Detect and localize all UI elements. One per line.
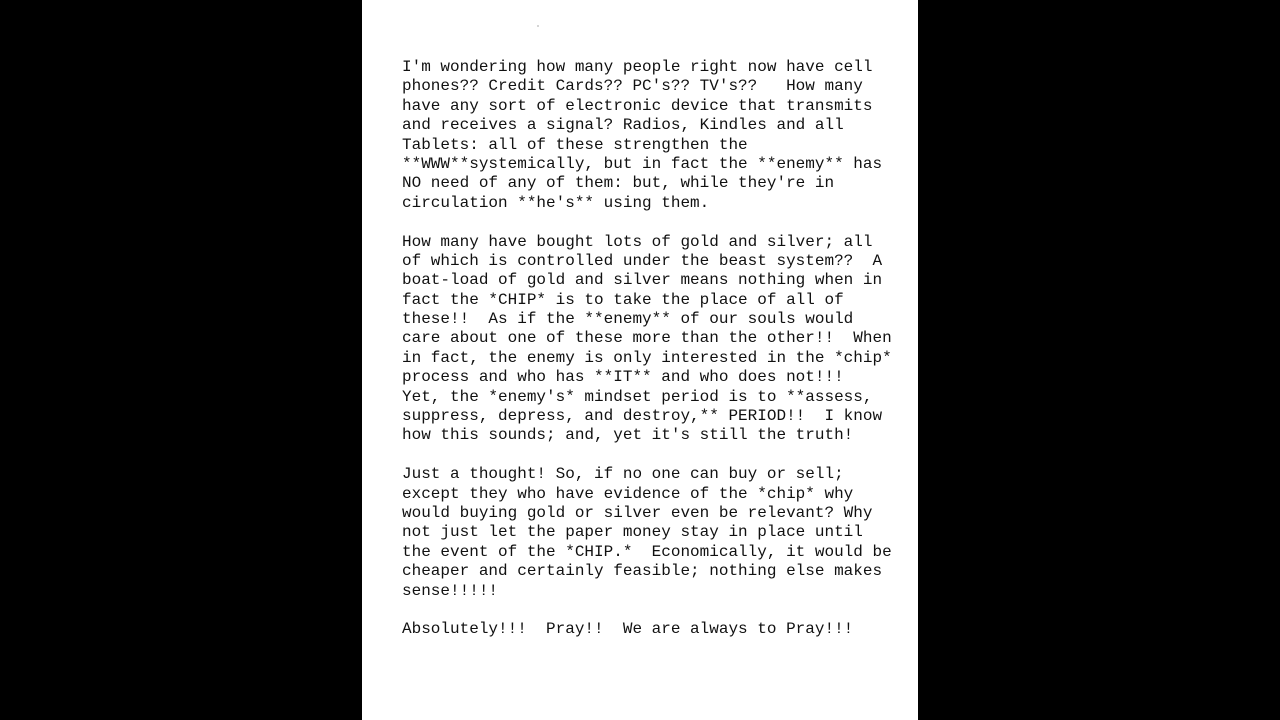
text-line: fact the *CHIP* is to take the place of all of: [402, 290, 844, 309]
text-line: suppress, depress, and destroy,** PERIOD!! I know: [402, 407, 883, 426]
text-line: not just let the paper money stay in place until: [402, 523, 863, 542]
blank-line: [402, 213, 902, 232]
blank-line: [402, 446, 902, 465]
blank-line: [402, 601, 902, 620]
text-line: care about one of these more than the other!! When: [402, 329, 892, 348]
text-line: phones?? Credit Cards?? PC's?? TV's?? How many: [402, 77, 863, 96]
text-line: have any sort of electronic device that transmits: [402, 96, 873, 115]
text-line: of which is controlled under the beast system?? A: [402, 251, 883, 270]
text-line: cheaper and certainly feasible; nothing else makes: [402, 562, 883, 581]
text-line: boat-load of gold and silver means nothing when in: [402, 271, 883, 290]
text-line: I'm wondering how many people right now have cell: [402, 58, 873, 76]
text-line: these!! As if the **enemy** of our souls would: [402, 310, 854, 329]
text-line: how this sounds; and, yet it's still the truth!: [402, 426, 854, 445]
text-line: How many have bought lots of gold and silver; all: [402, 232, 873, 251]
text-line: and receives a signal? Radios, Kindles and all: [402, 116, 844, 135]
document-page: [362, 0, 918, 720]
text-line: Just a thought! So, if no one can buy or sell;: [402, 465, 844, 484]
document-text: [402, 58, 902, 640]
scan-speck: [537, 25, 539, 27]
text-line: the event of the *CHIP.* Economically, it would be: [402, 542, 892, 561]
text-line: NO need of any of them: but, while they're in: [402, 174, 835, 193]
text-line: process and who has **IT** and who does not!!!: [402, 368, 844, 387]
text-line: would buying gold or silver even be relevant? Why: [402, 503, 873, 522]
text-line: **WWW**systemically, but in fact the **enemy** has: [402, 154, 883, 173]
text-line: Tablets: all of these strengthen the: [402, 135, 748, 154]
text-line: in fact, the enemy is only interested in the *chip*: [402, 348, 892, 367]
text-line: except they who have evidence of the *chip* why: [402, 484, 854, 503]
text-line: Absolutely!!! Pray!! We are always to Pray!!!: [402, 620, 854, 639]
text-line: Yet, the *enemy's* mindset period is to **assess,: [402, 387, 873, 406]
text-line: sense!!!!!: [402, 581, 499, 600]
text-line: circulation **he's** using them.: [402, 193, 710, 212]
